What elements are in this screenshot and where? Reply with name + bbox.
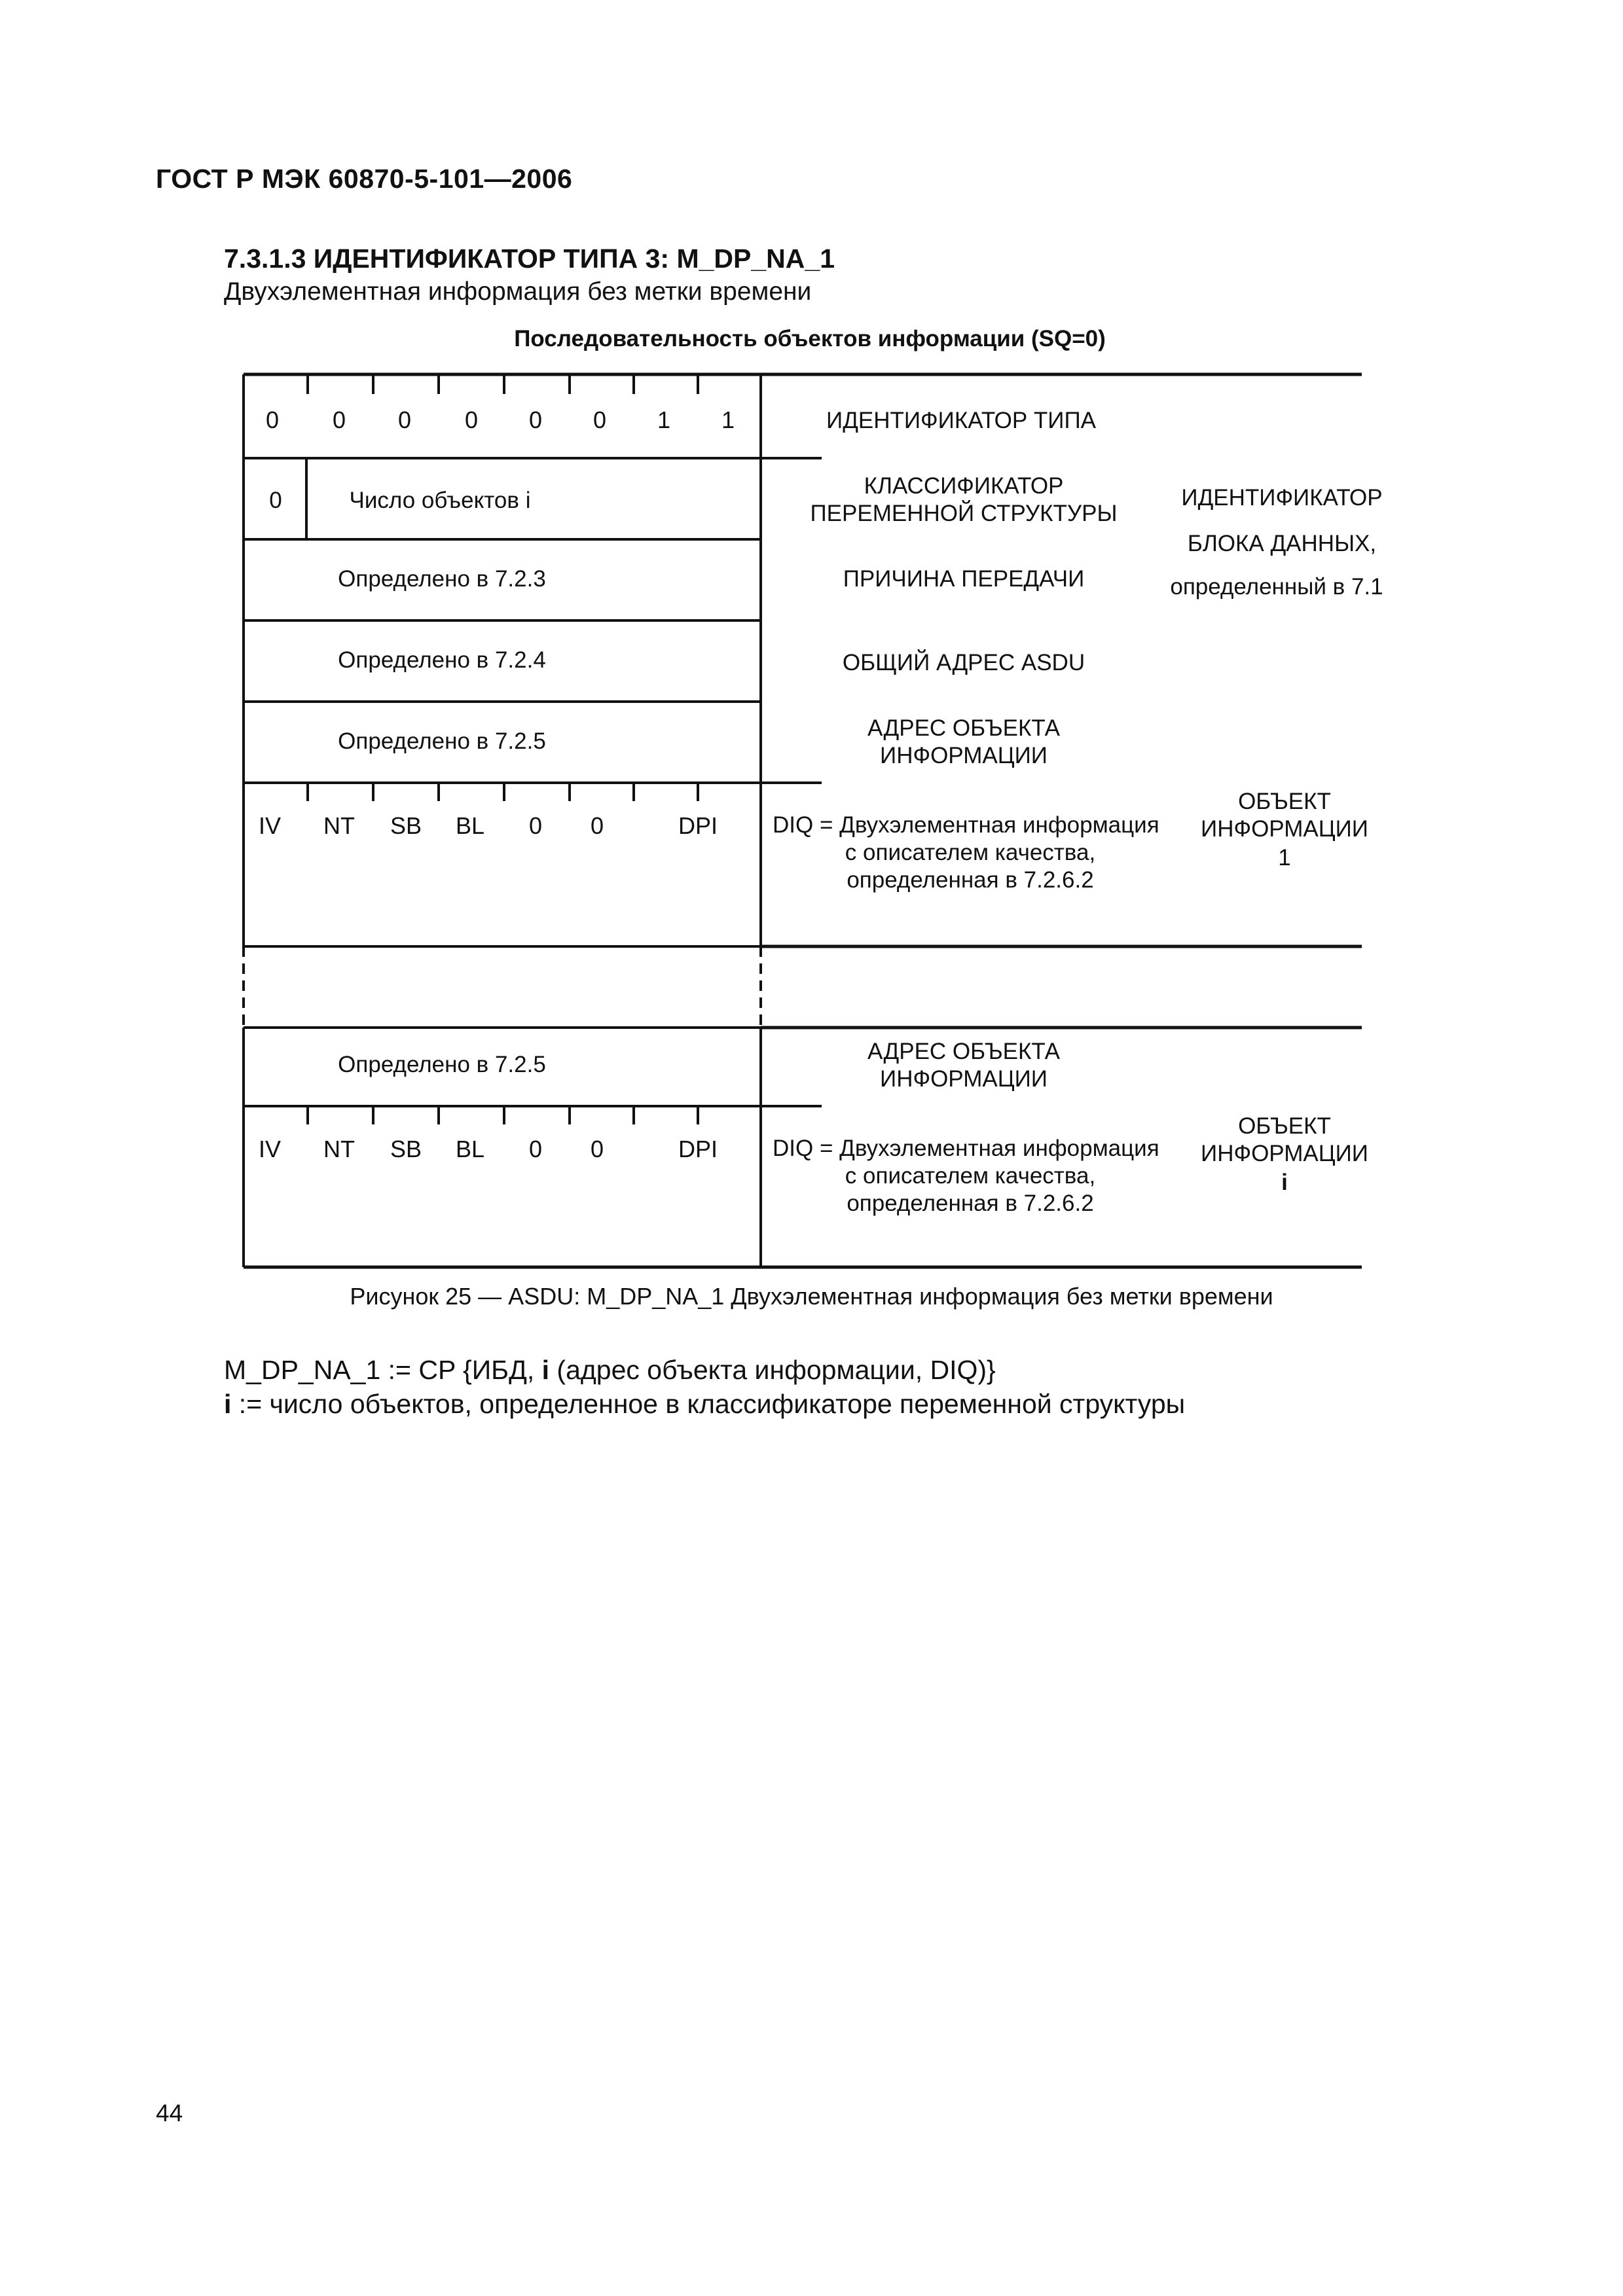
figure-caption: Рисунок 25 — ASDU: M_DP_NA_1 Двухэлементная информация без метки времени — [350, 1283, 1273, 1310]
type-bit-8: 0 — [265, 406, 280, 433]
cause-of-transmission-label: ПРИЧИНА ПЕРЕДАЧИ — [843, 566, 1085, 592]
type-bit-3: 0 — [593, 406, 607, 433]
bit-ticks-diq-1 — [308, 783, 698, 801]
info-object-i-line-2: ИНФОРМАЦИИ — [1201, 1141, 1368, 1166]
diq-bit-bl: BL — [455, 812, 485, 839]
formula-definition — [224, 1355, 996, 1386]
diq-bit-iv: IV — [258, 1136, 282, 1162]
type-bit-5: 0 — [464, 406, 479, 433]
diq-bit-reserved-1: 0 — [528, 1136, 543, 1162]
section-title: 7.3.1.3 ИДЕНТИФИКАТОР ТИПА 3: M_DP_NA_1 — [224, 243, 835, 274]
data-unit-identifier-line-2: БЛОКА ДАННЫХ, — [1187, 531, 1377, 556]
document-code-header: ГОСТ Р МЭК 60870-5-101—2006 — [156, 164, 573, 194]
diq-i-desc-line-2: с описателем качества, — [845, 1163, 1096, 1189]
diq-bit-reserved-2: 0 — [590, 812, 604, 839]
vsq-label-line-2: ПЕРЕМЕННОЙ СТРУКТУРЫ — [810, 501, 1118, 526]
type-bit-4: 0 — [528, 406, 543, 433]
info-object-i-line-1: ОБЪЕКТ — [1238, 1113, 1331, 1139]
diq-bit-reserved-1: 0 — [528, 812, 543, 839]
ioa-1-defined-text: Определено в 7.2.5 — [338, 728, 546, 754]
data-unit-identifier-line-3: определенный в 7.1 — [1170, 574, 1383, 600]
ioa-i-label-line-2: ИНФОРМАЦИИ — [880, 1066, 1048, 1092]
diq-bit-sb: SB — [390, 812, 422, 839]
diq-bit-reserved-2: 0 — [590, 1136, 604, 1162]
formula-line-2-index: i — [224, 1389, 232, 1419]
ioa-1-label-line-1: АДРЕС ОБЪЕКТА — [867, 715, 1060, 741]
info-object-1-line-1: ОБЪЕКТ — [1238, 789, 1331, 814]
ioa-i-label-line-1: АДРЕС ОБЪЕКТА — [867, 1039, 1060, 1064]
common-address-defined-text: Определено в 7.2.4 — [338, 647, 546, 673]
section-subtitle: Двухэлементная информация без метки времени — [224, 278, 812, 306]
diq-1-desc-line-1: DIQ = Двухэлементная информация — [773, 812, 1159, 838]
formula-line-1-index: i — [541, 1355, 550, 1385]
vsq-sq-bit: 0 — [269, 488, 282, 513]
data-unit-identifier-line-1: ИДЕНТИФИКАТОР — [1181, 485, 1383, 511]
diq-i-desc-line-1: DIQ = Двухэлементная информация — [773, 1136, 1159, 1161]
diq-bit-dpi: DPI — [678, 812, 718, 839]
formula-line-2-text: := число объектов, определенное в классификаторе переменной структуры — [231, 1389, 1186, 1419]
type-bit-2: 1 — [657, 406, 671, 433]
type-id-label: ИДЕНТИФИКАТОР ТИПА — [826, 408, 1096, 433]
vsq-number-label: Число объектов i — [349, 488, 531, 513]
diq-1-desc-line-3: определенная в 7.2.6.2 — [847, 867, 1094, 893]
bit-ticks-type-id — [308, 374, 698, 394]
diq-i-desc-line-3: определенная в 7.2.6.2 — [847, 1191, 1094, 1216]
type-bit-7: 0 — [332, 406, 346, 433]
figure-heading: Последовательность объектов информации (SQ=0) — [514, 326, 1106, 351]
type-bit-1: 1 — [721, 406, 735, 433]
type-bit-6: 0 — [397, 406, 412, 433]
diq-bit-iv: IV — [258, 812, 282, 839]
ioa-i-defined-text: Определено в 7.2.5 — [338, 1052, 546, 1077]
info-object-i-index: i — [1281, 1170, 1288, 1195]
diq-bit-sb: SB — [390, 1136, 422, 1162]
diq-bit-nt: NT — [323, 1136, 355, 1162]
diq-1-desc-line-2: с описателем качества, — [845, 840, 1096, 865]
formula-index-definition — [224, 1389, 1185, 1420]
formula-line-1-suffix: (адрес объекта информации, DIQ)} — [549, 1355, 996, 1385]
diq-bit-bl: BL — [455, 1136, 485, 1162]
info-object-1-index: 1 — [1278, 845, 1291, 870]
formula-line-1-prefix: M_DP_NA_1 := CP {ИБД, — [224, 1355, 542, 1385]
ioa-1-label-line-2: ИНФОРМАЦИИ — [880, 743, 1048, 768]
vsq-label-line-1: КЛАССИФИКАТОР — [864, 473, 1064, 499]
common-address-label: ОБЩИЙ АДРЕС ASDU — [842, 650, 1085, 675]
info-object-1-line-2: ИНФОРМАЦИИ — [1201, 816, 1368, 842]
diq-bit-dpi: DPI — [678, 1136, 718, 1162]
diq-bit-nt: NT — [323, 812, 355, 839]
page-number: 44 — [156, 2100, 183, 2126]
cot-defined-text: Определено в 7.2.3 — [338, 566, 546, 592]
bit-ticks-diq-i — [308, 1106, 698, 1124]
